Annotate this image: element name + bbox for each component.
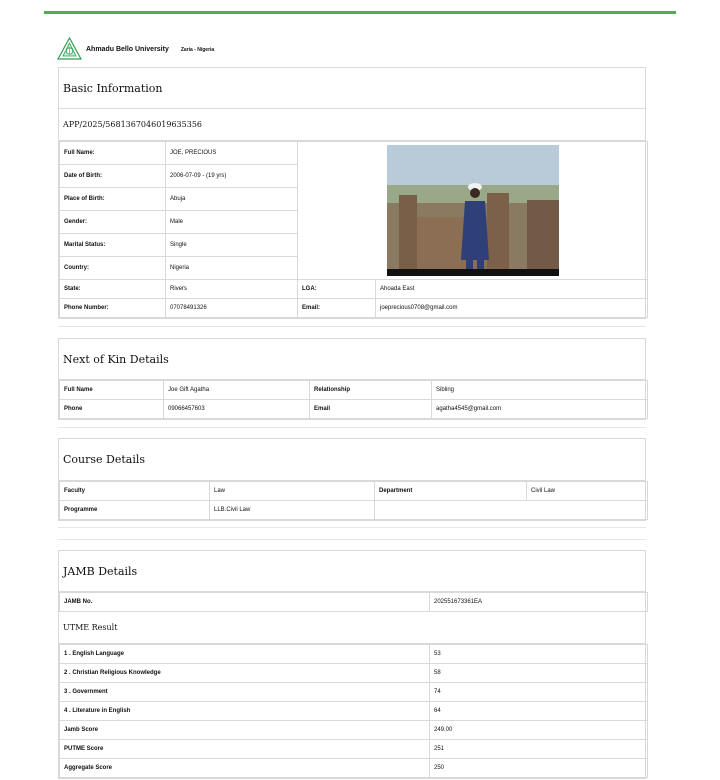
subject-score: 64 [430, 702, 648, 721]
table-row [60, 400, 648, 419]
kin-name-label: Full Name [60, 381, 164, 400]
full-name-value: JOE, PRECIOUS [166, 142, 298, 165]
table-row [60, 702, 648, 721]
email-label: Email: [298, 299, 376, 318]
university-name: Ahmadu Bello University [86, 45, 169, 53]
phone-value: 07078491326 [166, 299, 298, 318]
lga-value: Ahoada East [376, 280, 648, 299]
jamb-no-table [59, 592, 648, 612]
table-row [60, 721, 648, 740]
country-label: Country: [60, 257, 166, 280]
course-details-section [58, 438, 646, 521]
table-row [60, 593, 648, 612]
section-title: Basic Information [59, 68, 645, 109]
jamb-no-label: JAMB No. [60, 593, 430, 612]
table-row [60, 299, 648, 318]
dob-value: 2006-07-09 - (19 yrs) [166, 165, 298, 188]
table-row [60, 280, 648, 299]
section-divider [58, 326, 646, 327]
email-value: joeprecious0708@gmail.com [376, 299, 648, 318]
photo-cell [298, 142, 648, 280]
table-row [60, 501, 648, 520]
table-row [60, 482, 648, 501]
empty-cell [375, 501, 648, 520]
programme-label: Programme [60, 501, 210, 520]
kin-email-label: Email [310, 400, 432, 419]
top-accent-bar [44, 11, 676, 14]
department-label: Department [375, 482, 527, 501]
faculty-value: Law [210, 482, 375, 501]
pob-value: Abuja [166, 188, 298, 211]
section-divider [58, 527, 646, 528]
table-row [60, 142, 648, 165]
section-title: Next of Kin Details [59, 339, 645, 380]
university-logo-icon [57, 37, 82, 61]
kin-relationship-label: Relationship [310, 381, 432, 400]
table-row [60, 683, 648, 702]
state-label: State: [60, 280, 166, 299]
basic-info-table [59, 141, 648, 318]
kin-name-value: Joe Gift Agatha [164, 381, 310, 400]
page-header [57, 37, 214, 61]
utme-table [59, 644, 648, 778]
state-value: Rivers [166, 280, 298, 299]
subject-name: 4 . Literature in English [60, 702, 430, 721]
aggregate-score-label: Aggregate Score [60, 759, 430, 778]
course-table [59, 481, 648, 520]
kin-email-value: agatha4545@gmail.com [432, 400, 648, 419]
department-value: Civil Law [527, 482, 648, 501]
putme-score-value: 251 [430, 740, 648, 759]
subject-score: 58 [430, 664, 648, 683]
university-location: Zaria - Nigeria [180, 47, 215, 53]
next-of-kin-section [58, 338, 646, 420]
subject-name: 3 . Government [60, 683, 430, 702]
jamb-score-value: 249.00 [430, 721, 648, 740]
programme-value: LLB.Civil Law [210, 501, 375, 520]
lga-label: LGA: [298, 280, 376, 299]
subject-score: 53 [430, 645, 648, 664]
table-row [60, 381, 648, 400]
gender-value: Male [166, 211, 298, 234]
table-row [60, 759, 648, 778]
section-title: Course Details [59, 439, 645, 481]
kin-phone-label: Phone [60, 400, 164, 419]
pob-label: Place of Birth: [60, 188, 166, 211]
applicant-photo [387, 145, 559, 276]
kin-table [59, 380, 648, 419]
jamb-no-value: 202551673361EA [430, 593, 648, 612]
table-row [60, 645, 648, 664]
table-row [60, 740, 648, 759]
jamb-details-section [58, 550, 646, 779]
country-value: Nigeria [166, 257, 298, 280]
kin-relationship-value: Sibling [432, 381, 648, 400]
subject-name: 2 . Christian Religious Knowledge [60, 664, 430, 683]
utme-result-title: UTME Result [59, 612, 645, 644]
table-row [60, 664, 648, 683]
full-name-label: Full Name: [60, 142, 166, 165]
application-id: APP/2025/5681367046019635356 [59, 109, 645, 141]
dob-label: Date of Birth: [60, 165, 166, 188]
subject-name: 1 . English Language [60, 645, 430, 664]
jamb-score-label: Jamb Score [60, 721, 430, 740]
faculty-label: Faculty [60, 482, 210, 501]
marital-value: Single [166, 234, 298, 257]
kin-phone-value: 09066457603 [164, 400, 310, 419]
basic-information-section [58, 67, 646, 319]
section-title: JAMB Details [59, 551, 645, 592]
section-divider [58, 539, 646, 540]
aggregate-score-value: 250 [430, 759, 648, 778]
subject-score: 74 [430, 683, 648, 702]
section-divider [58, 427, 646, 428]
putme-score-label: PUTME Score [60, 740, 430, 759]
marital-label: Marital Status: [60, 234, 166, 257]
gender-label: Gender: [60, 211, 166, 234]
phone-label: Phone Number: [60, 299, 166, 318]
